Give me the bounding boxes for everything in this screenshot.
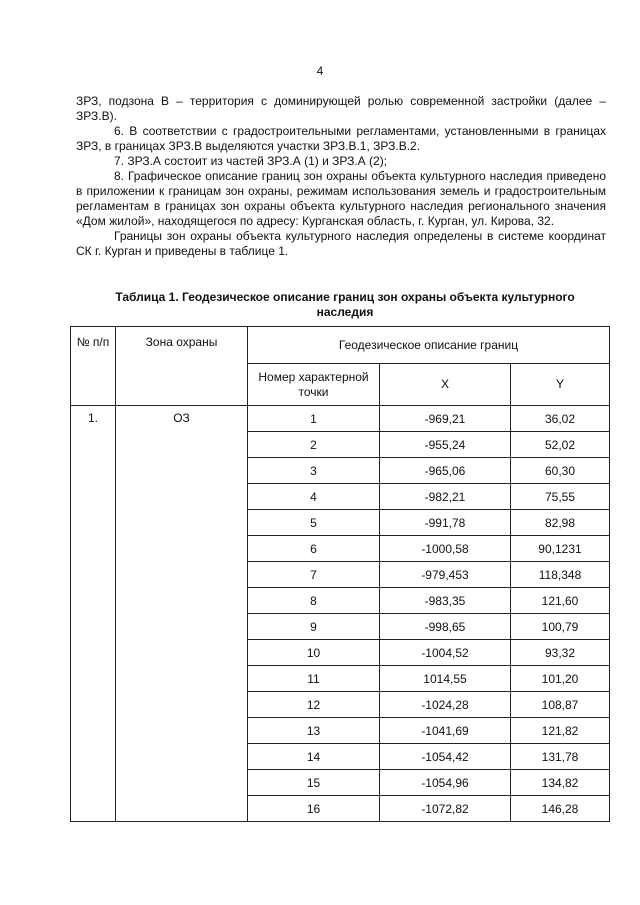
point-number: 9 xyxy=(248,614,380,640)
paragraph: Границы зон охраны объекта культурного наследия определены в системе координат СК г. Курган и приведены в таблице 1. xyxy=(76,229,606,258)
x-coordinate: -1000,58 xyxy=(380,536,511,562)
zone-name: ОЗ xyxy=(116,406,248,822)
x-coordinate: -983,35 xyxy=(380,588,511,614)
y-coordinate: 134,82 xyxy=(511,770,610,796)
point-number: 1 xyxy=(248,406,380,432)
x-coordinate: -1041,69 xyxy=(380,718,511,744)
x-coordinate: -982,21 xyxy=(380,484,511,510)
y-coordinate: 131,78 xyxy=(511,744,610,770)
x-coordinate: -1054,42 xyxy=(380,744,511,770)
x-coordinate: -969,21 xyxy=(380,406,511,432)
x-coordinate: -979,453 xyxy=(380,562,511,588)
x-coordinate: -991,78 xyxy=(380,510,511,536)
point-number: 4 xyxy=(248,484,380,510)
point-number: 13 xyxy=(248,718,380,744)
page-number: 4 xyxy=(316,64,324,78)
point-number: 3 xyxy=(248,458,380,484)
point-number: 2 xyxy=(248,432,380,458)
y-coordinate: 100,79 xyxy=(511,614,610,640)
header-zone: Зона охраны xyxy=(116,327,248,406)
point-number: 5 xyxy=(248,510,380,536)
y-coordinate: 101,20 xyxy=(511,666,610,692)
y-coordinate: 121,60 xyxy=(511,588,610,614)
y-coordinate: 75,55 xyxy=(511,484,610,510)
y-coordinate: 93,32 xyxy=(511,640,610,666)
paragraph: 8. Графическое описание границ зон охраны объекта культурного наследия приведено в приложении к границам зон охраны, режимам использования земель и градостроительным регламентам в границах зон охраны объекта культурного наследия регионального значения «Дом жилой», находящегося по адресу: Курганская область, г. Курган, ул. Кирова, 32. xyxy=(76,169,606,228)
boundary-table xyxy=(70,326,610,822)
paragraph: 6. В соответствии с градостроительными регламентами, установленными в границах ЗРЗ, в границах ЗРЗ.В выделяются участки ЗРЗ.В.1, ЗРЗ.В.2. xyxy=(76,124,606,153)
point-number: 11 xyxy=(248,666,380,692)
body-text xyxy=(76,94,606,259)
header-geodetic: Геодезическое описание границ xyxy=(248,327,610,364)
x-coordinate: -955,24 xyxy=(380,432,511,458)
point-number: 10 xyxy=(248,640,380,666)
x-coordinate: 1014,55 xyxy=(380,666,511,692)
table-body xyxy=(71,406,610,822)
x-coordinate: -998,65 xyxy=(380,614,511,640)
x-coordinate: -1072,82 xyxy=(380,796,511,822)
point-number: 8 xyxy=(248,588,380,614)
x-coordinate: -1054,96 xyxy=(380,770,511,796)
paragraph: 7. ЗРЗ.А состоит из частей ЗРЗ.А (1) и ЗРЗ.А (2); xyxy=(114,154,388,168)
header-y: Y xyxy=(511,364,610,406)
header-point: Номер характерной точки xyxy=(248,364,380,406)
row-number: 1. xyxy=(71,406,116,822)
x-coordinate: -965,06 xyxy=(380,458,511,484)
point-number: 7 xyxy=(248,562,380,588)
y-coordinate: 52,02 xyxy=(511,432,610,458)
y-coordinate: 146,28 xyxy=(511,796,610,822)
y-coordinate: 82,98 xyxy=(511,510,610,536)
y-coordinate: 60,30 xyxy=(511,458,610,484)
point-number: 12 xyxy=(248,692,380,718)
y-coordinate: 108,87 xyxy=(511,692,610,718)
y-coordinate: 118,348 xyxy=(511,562,610,588)
header-x: X xyxy=(380,364,511,406)
paragraph: ЗРЗ, подзона В – территория с доминирующей ролью современной застройки (далее – ЗРЗ.В). xyxy=(76,94,606,123)
x-coordinate: -1004,52 xyxy=(380,640,511,666)
table-caption: Таблица 1. Геодезическое описание границ зон охраны объекта культурного наследия xyxy=(115,290,575,319)
table-row xyxy=(71,406,610,432)
y-coordinate: 90,1231 xyxy=(511,536,610,562)
y-coordinate: 121,82 xyxy=(511,718,610,744)
point-number: 15 xyxy=(248,770,380,796)
point-number: 14 xyxy=(248,744,380,770)
x-coordinate: -1024,28 xyxy=(380,692,511,718)
point-number: 6 xyxy=(248,536,380,562)
point-number: 16 xyxy=(248,796,380,822)
header-number: № п/п xyxy=(71,327,116,406)
y-coordinate: 36,02 xyxy=(511,406,610,432)
